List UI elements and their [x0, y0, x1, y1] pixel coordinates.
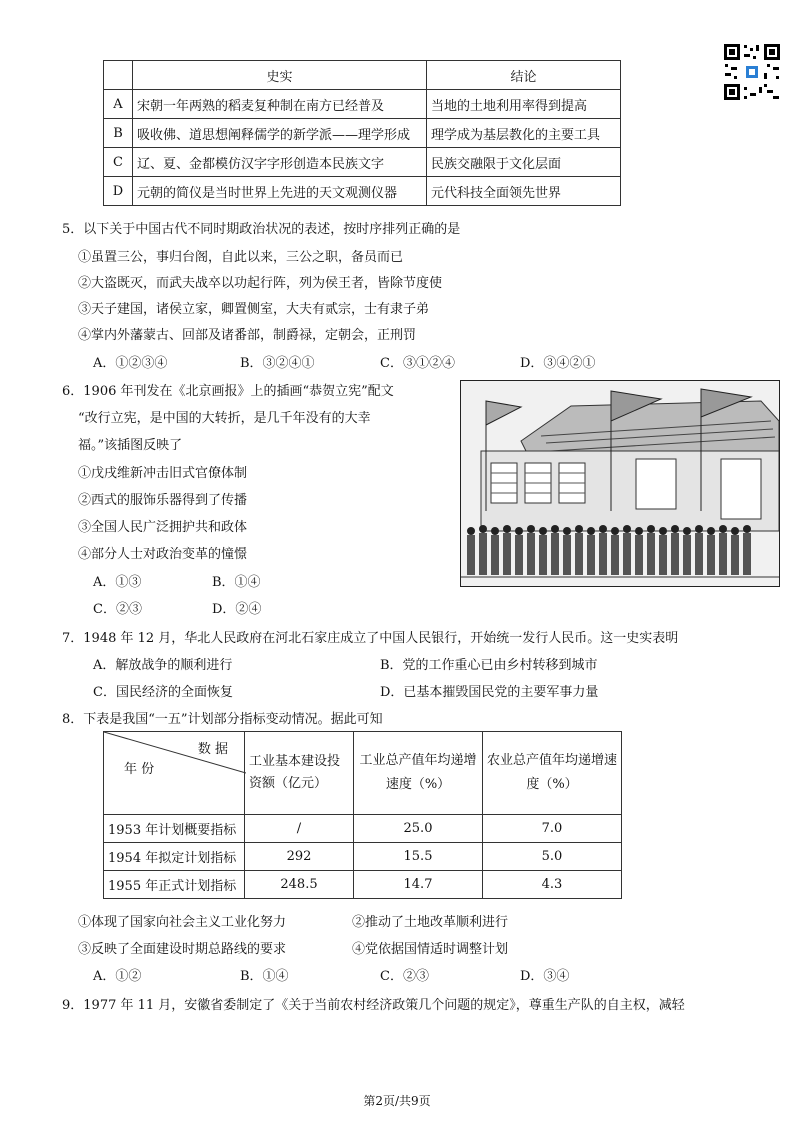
row-conclusion: 民族交融限于文化层面 [427, 148, 621, 177]
row-fact: 辽、夏、金都模仿汉字字形创造本民族文字 [133, 148, 427, 177]
q8-item: ④党依据国情适时调整计划 [352, 942, 509, 957]
row-letter: A [104, 90, 133, 119]
table-row [104, 843, 622, 871]
corner-label-data: 数 据 [197, 742, 228, 757]
table-row [104, 119, 621, 148]
row-conclusion: 当地的土地利用率得到提高 [427, 90, 621, 119]
table-row [104, 90, 621, 119]
illustration-constitution-parade [460, 380, 780, 587]
header-investment: 工业基本建设投资额（亿元） [245, 732, 354, 815]
table-row [104, 871, 622, 899]
q8-option-a[interactable]: A．①② [93, 969, 142, 984]
row-fact: 吸收佛、道思想阐释儒学的新学派——理学形成 [133, 119, 427, 148]
row-year: 1955 年正式计划指标 [104, 871, 245, 899]
parade-drawing [461, 381, 779, 586]
row-industry-growth: 14.7 [354, 871, 483, 899]
row-letter: B [104, 119, 133, 148]
q8-option-d[interactable]: D．③④ [520, 969, 570, 984]
row-agriculture-growth: 4.3 [483, 871, 622, 899]
q5-item: ①虽置三公，事归台阁，自此以来，三公之职，备员而已 [78, 250, 404, 265]
q6-item: ②西式的服饰乐器得到了传播 [78, 493, 248, 508]
row-investment: 248.5 [245, 871, 354, 899]
table-row [104, 148, 621, 177]
q8-item: ③反映了全面建设时期总路线的要求 [78, 942, 287, 957]
q5-stem: 5．以下关于中国古代不同时期政治状况的表述，按时序排列正确的是 [62, 222, 461, 237]
row-letter: D [104, 177, 133, 206]
q6-stem-line: “改行立宪，是中国的大转折，是几千年没有的大幸 [78, 411, 371, 426]
header-agriculture-growth: 农业总产值年均递增速度（%） [483, 732, 622, 815]
q5-option-b[interactable]: B．③②④① [240, 356, 315, 371]
row-industry-growth: 25.0 [354, 815, 483, 843]
table-header-fact: 史实 [133, 61, 427, 90]
header-industry-growth: 工业总产值年均递增速度（%） [354, 732, 483, 815]
q9-stem: 9．1977 年 11 月，安徽省委制定了《关于当前农村经济政策几个问题的规定》，尊重生产队的自主权，减轻 [62, 998, 685, 1013]
row-investment: / [245, 815, 354, 843]
row-year: 1954 年拟定计划指标 [104, 843, 245, 871]
row-letter: C [104, 148, 133, 177]
q7-stem: 7．1948 年 12 月，华北人民政府在河北石家庄成立了中国人民银行，开始统一发行人民币。这一史实表明 [62, 631, 679, 646]
q5-option-d[interactable]: D．③④②① [520, 356, 596, 371]
table-header-conclusion: 结论 [427, 61, 621, 90]
q6-item: ①戊戌维新冲击旧式官僚体制 [78, 466, 248, 481]
q7-option-c[interactable]: C．国民经济的全面恢复 [93, 685, 233, 700]
q6-item: ④部分人士对政治变革的憧憬 [78, 547, 248, 562]
q6-stem-line: 6．1906 年刊发在《北京画报》上的插画“恭贺立宪”配文 [62, 384, 394, 399]
q6-option-d[interactable]: D．②④ [212, 602, 262, 617]
row-year: 1953 年计划概要指标 [104, 815, 245, 843]
row-agriculture-growth: 7.0 [483, 815, 622, 843]
q7-option-d[interactable]: D．已基本摧毁国民党的主要军事力量 [380, 685, 599, 700]
q8-option-c[interactable]: C．②③ [380, 969, 429, 984]
q8-item: ①体现了国家向社会主义工业化努力 [78, 915, 287, 930]
five-year-plan-table [103, 731, 622, 899]
q7-option-a[interactable]: A．解放战争的顺利进行 [93, 658, 233, 673]
q7-option-b[interactable]: B．党的工作重心已由乡村转移到城市 [380, 658, 598, 673]
q6-item: ③全国人民广泛拥护共和政体 [78, 520, 248, 535]
q5-item: ③天子建国，诸侯立家，卿置侧室，大夫有贰宗，士有隶子弟 [78, 302, 430, 317]
table-row [104, 815, 622, 843]
row-fact: 元朝的简仪是当时世界上先进的天文观测仪器 [133, 177, 427, 206]
q5-item: ②大盗既灭，而武夫战卒以功起行阵，列为侯王者，皆除节度使 [78, 276, 443, 291]
row-investment: 292 [245, 843, 354, 871]
table-corner-cell [104, 61, 133, 90]
row-fact: 宋朝一年两熟的稻麦复种制在南方已经普及 [133, 90, 427, 119]
table-header-row [104, 61, 621, 90]
q6-option-b[interactable]: B．①④ [212, 575, 261, 590]
facts-conclusions-table [103, 60, 621, 206]
q8-item: ②推动了土地改革顺利进行 [352, 915, 509, 930]
q5-option-a[interactable]: A．①②③④ [93, 356, 168, 371]
row-industry-growth: 15.5 [354, 843, 483, 871]
qr-code-image [722, 42, 782, 102]
row-conclusion: 理学成为基层教化的主要工具 [427, 119, 621, 148]
page-footer: 第2页/共9页 [363, 1094, 431, 1108]
table-header-row [104, 732, 622, 815]
q6-option-c[interactable]: C．②③ [93, 602, 142, 617]
q6-stem-line: 福。”该插图反映了 [78, 438, 183, 453]
row-conclusion: 元代科技全面领先世界 [427, 177, 621, 206]
q5-item: ④掌内外藩蒙古、回部及诸番部，制爵禄，定朝会，正刑罚 [78, 328, 417, 343]
q6-option-a[interactable]: A．①③ [93, 575, 142, 590]
q5-option-c[interactable]: C．③①②④ [380, 356, 455, 371]
q8-stem: 8．下表是我国“一五”计划部分指标变动情况。据此可知 [62, 712, 383, 727]
table-row [104, 177, 621, 206]
row-agriculture-growth: 5.0 [483, 843, 622, 871]
q8-option-b[interactable]: B．①④ [240, 969, 289, 984]
table-corner-cell [104, 732, 245, 815]
corner-label-year: 年 份 [124, 762, 155, 777]
